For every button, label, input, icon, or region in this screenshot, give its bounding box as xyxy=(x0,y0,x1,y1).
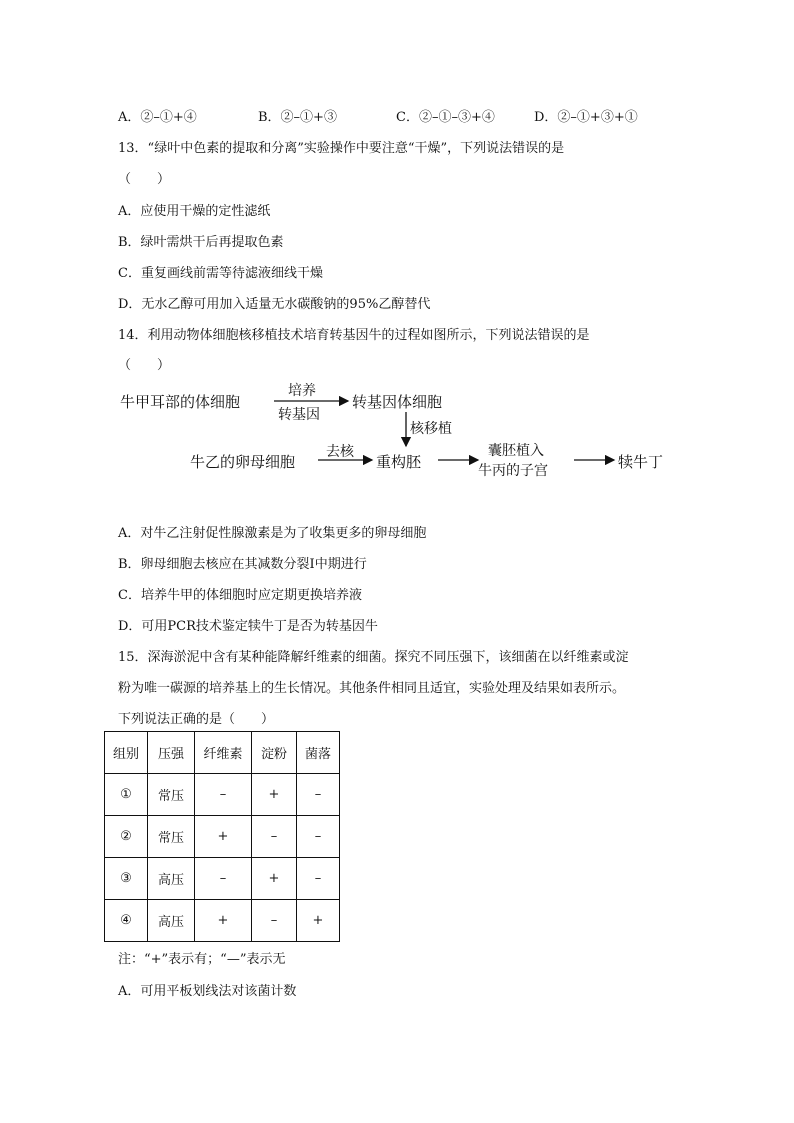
cell: + xyxy=(252,858,297,900)
cell: – xyxy=(297,816,340,858)
cell: – xyxy=(195,774,252,816)
q15-table-note: 注：“+”表示有；“—”表示无 xyxy=(118,952,286,967)
q14-stem: 14．利用动物体细胞核移植技术培育转基因牛的过程如图所示，下列说法错误的是 xyxy=(118,328,590,343)
q15-option-a: A．可用平板划线法对该菌计数 xyxy=(118,984,297,999)
q15-stem-line1: 15．深海淤泥中含有某种能降解纤维素的细菌。探究不同压强下，该细菌在以纤维素或淀 xyxy=(118,650,629,665)
cell: ② xyxy=(105,816,148,858)
q15-stem-line2: 粉为唯一碳源的培养基上的生长情况。其他条件相同且适宜，实验处理及结果如表所示。 xyxy=(118,681,626,696)
cell: + xyxy=(297,900,340,942)
table-header-row xyxy=(105,732,340,774)
q15-results-table xyxy=(104,731,340,942)
cell: ③ xyxy=(105,858,148,900)
q13-option-a: A．应使用干燥的定性滤纸 xyxy=(118,204,271,219)
table-row xyxy=(105,858,340,900)
q14-option-d: D．可用PCR技术鉴定犊牛丁是否为转基因牛 xyxy=(118,619,378,634)
cell: 常压 xyxy=(148,816,195,858)
q12-option-a: A．②–①+④ xyxy=(118,110,197,125)
q14-option-a: A．对牛乙注射促性腺激素是为了收集更多的卵母细胞 xyxy=(118,526,427,541)
table-row xyxy=(105,900,340,942)
nuclear-transfer-diagram xyxy=(118,380,688,480)
header-cellulose: 纤维素 xyxy=(195,732,252,774)
label-nuclear-transfer: 核移植 xyxy=(410,421,452,437)
cell: – xyxy=(252,900,297,942)
q13-blank: （ ） xyxy=(118,172,171,187)
node-donor-somatic-cell: 牛甲耳部的体细胞 xyxy=(120,393,241,411)
q13-option-b: B．绿叶需烘干后再提取色素 xyxy=(118,235,284,250)
header-pressure: 压强 xyxy=(148,732,195,774)
node-calf: 犊牛丁 xyxy=(618,453,664,471)
header-starch: 淀粉 xyxy=(252,732,297,774)
q13-option-d: D．无水乙醇可用加入适量无水碳酸钠的95%乙醇替代 xyxy=(118,297,431,312)
cell: + xyxy=(252,774,297,816)
q15-stem-line3: 下列说法正确的是（ ） xyxy=(118,712,275,727)
q12-options xyxy=(118,106,678,124)
cell: 高压 xyxy=(148,900,195,942)
node-transgenic-cell: 转基因体细胞 xyxy=(352,393,443,411)
cell: ① xyxy=(105,774,148,816)
q12-option-c: C．②–①–③+④ xyxy=(396,110,495,125)
cell: ④ xyxy=(105,900,148,942)
q12-option-b: B．②–①+③ xyxy=(258,110,337,125)
q14-option-b: B．卵母细胞去核应在其减数分裂Ⅰ中期进行 xyxy=(118,557,367,572)
cell: 高压 xyxy=(148,858,195,900)
cell: – xyxy=(297,774,340,816)
table-row xyxy=(105,816,340,858)
q14-blank: （ ） xyxy=(118,358,171,373)
label-transgene: 转基因 xyxy=(278,407,320,423)
cell: – xyxy=(252,816,297,858)
cell: + xyxy=(195,900,252,942)
q12-option-d: D．②–①+③+① xyxy=(534,110,638,125)
q13-stem: 13．“绿叶中色素的提取和分离”实验操作中要注意“干燥”，下列说法错误的是 xyxy=(118,141,565,156)
table-row xyxy=(105,774,340,816)
q14-option-c: C．培养牛甲的体细胞时应定期更换培养液 xyxy=(118,588,362,603)
node-reconstructed-embryo: 重构胚 xyxy=(376,453,422,471)
label-recipient-uterus: 牛丙的子宫 xyxy=(478,463,548,479)
label-enucleate: 去核 xyxy=(326,444,354,460)
header-colony: 菌落 xyxy=(297,732,340,774)
label-blastocyst-implant: 囊胚植入 xyxy=(488,443,544,459)
header-group: 组别 xyxy=(105,732,148,774)
cell: – xyxy=(195,858,252,900)
node-oocyte: 牛乙的卵母细胞 xyxy=(190,453,296,471)
label-culture: 培养 xyxy=(288,383,316,399)
q13-option-c: C．重复画线前需等待滤液细线干燥 xyxy=(118,266,323,281)
cell: – xyxy=(297,858,340,900)
cell: 常压 xyxy=(148,774,195,816)
cell: + xyxy=(195,816,252,858)
